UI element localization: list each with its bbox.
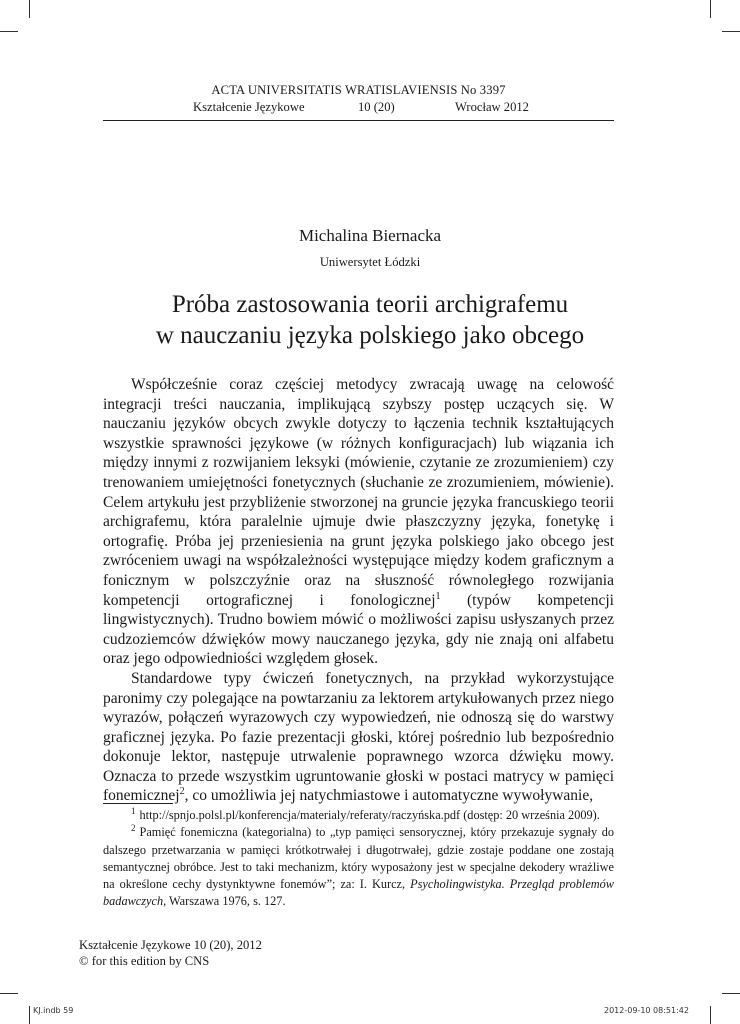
crop-mark xyxy=(722,31,740,32)
paragraph-1-text-b: (typów kompetencji lingwistycznych). Trudno bowiem mówić o możliwości zapisu usłyszanych przez cudzoziemców dźwięków mowy nauczanego języka, gdy nie znają oni alfabetu oraz jego odpowiedniości względem głosek. xyxy=(103,591,614,668)
footnote-2-number: 2 xyxy=(131,823,136,834)
paragraph-2-text-b: , co umożliwia jej natychmiastowe i automatyczne wywoływanie, xyxy=(184,787,594,805)
crop-mark xyxy=(710,0,711,18)
series-name: Kształcenie Językowe xyxy=(193,100,305,114)
paragraph-2-text-a: Standardowe typy ćwiczeń fonetycznych, na przykład wykorzystujące paronimy czy polegające na powtarzaniu za lektorem artykułowanych przez niego wyrazów, połączeń wyrazowych czy wypowiedzeń, nie odnoszą się do warstwy graficznej języka. Po fazie prezentacji głoski, której pośrednio lub bezpośrednio dokonuje lektor, następuje utrwalenie poprawnego wzorca dźwięku mowy. Oznacza to przede wszystkim ugruntowanie głoski w postaci matrycy w pamięci fonemicznej xyxy=(103,669,614,805)
crop-mark xyxy=(710,1006,711,1024)
footnote-rule xyxy=(103,803,173,804)
footnote-2-text-b: , Warszawa 1976, s. 127. xyxy=(163,894,286,909)
paragraph-1-text-a: Współcześnie coraz częściej metodycy zwracają uwagę na celowość integracji treści nauczania, implikującą szybszy postęp uczących się. W nauczaniu języków obcych zwykle dotyczy to łączenia technik kształtujących wszystkie sprawności językowe (w różnych konfiguracjach) lub wiązania ich między innymi z rozwijaniem leksyki (mówienie, czytanie ze zrozumieniem) czy trenowaniem umiejętności fonetycznych (słuchanie ze zrozumieniem, mówienie). Celem artykułu jest przybliżenie stworzonej na gruncie języka francuskiego teorii archigrafemu, która paralelnie ujmuje dwie płaszczyzny języka, fonetykę i ortografię. Próba jej przeniesienia na grunt języka polskiego jako obcego jest zwróceniem uwagi na współzależności występujące między kodem graficznym a fonicznym w polszczyźnie oraz na słuszność równoległego rozwijania kompetencji ortograficznej i fonologicznej xyxy=(103,376,614,609)
footnote-1-text: http://spnjo.polsl.pl/konferencja/materialy/referaty/raczyńska.pdf (dostęp: 20 września 2009). xyxy=(139,808,600,822)
crop-mark xyxy=(0,993,18,994)
title-line-2: w nauczaniu języka polskiego jako obcego xyxy=(155,322,585,349)
footer-copyright: © for this edition by CNS xyxy=(79,954,210,968)
page-footer xyxy=(79,937,262,969)
crop-mark xyxy=(29,1006,30,1024)
footer-journal: Kształcenie Językowe 10 (20), 2012 xyxy=(79,938,262,952)
article-body xyxy=(103,375,614,806)
footnote-1 xyxy=(103,807,614,824)
print-slug-file: KJ.indb 59 xyxy=(33,1006,74,1015)
print-slug-timestamp: 2012-09-10 08:51:42 xyxy=(604,1006,689,1015)
volume-number: 10 (20) xyxy=(358,100,395,114)
journal-name: ACTA UNIVERSITATIS WRATISLAVIENSIS No 3397 xyxy=(211,83,506,97)
place-year: Wrocław 2012 xyxy=(455,100,529,114)
paragraph-1 xyxy=(103,375,614,669)
header-meta xyxy=(103,99,614,116)
running-header xyxy=(103,82,614,116)
crop-mark xyxy=(29,0,30,18)
author-name: Michalina Biernacka xyxy=(298,226,442,245)
title-line-1: Próba zastosowania teorii archigrafemu xyxy=(171,291,569,318)
footnote-2-book-title: Psycholingwistyka. Przegląd problemów badawczych xyxy=(103,877,615,909)
footnotes xyxy=(103,807,614,911)
header-rule xyxy=(103,120,614,121)
footnote-2-text-a: Pamięć fonemiczna (kategorialna) to „typ pamięci sensorycznej, który przekazuje sygnały do dalszego przetwarzania w pamięci krótkotrwałej i długotrwałej, gdzie zostaje poddane one zostają semantycznej obróbce. Jest to taki mechanizm, który wyposażony jest w specjalne dekodery wrażliwe na określone cechy dystynktywne fonemów”; za: I. Kurcz, xyxy=(103,825,614,892)
footnote-2 xyxy=(103,824,614,910)
crop-mark xyxy=(0,31,18,32)
footnote-ref-2: 2 xyxy=(179,786,185,798)
footnote-1-number: 1 xyxy=(131,805,136,816)
crop-mark xyxy=(722,993,740,994)
footnote-ref-1: 1 xyxy=(435,590,441,602)
article-title xyxy=(0,289,740,351)
author-affiliation: Uniwersytet Łódzki xyxy=(319,255,421,269)
paragraph-2 xyxy=(103,669,614,806)
